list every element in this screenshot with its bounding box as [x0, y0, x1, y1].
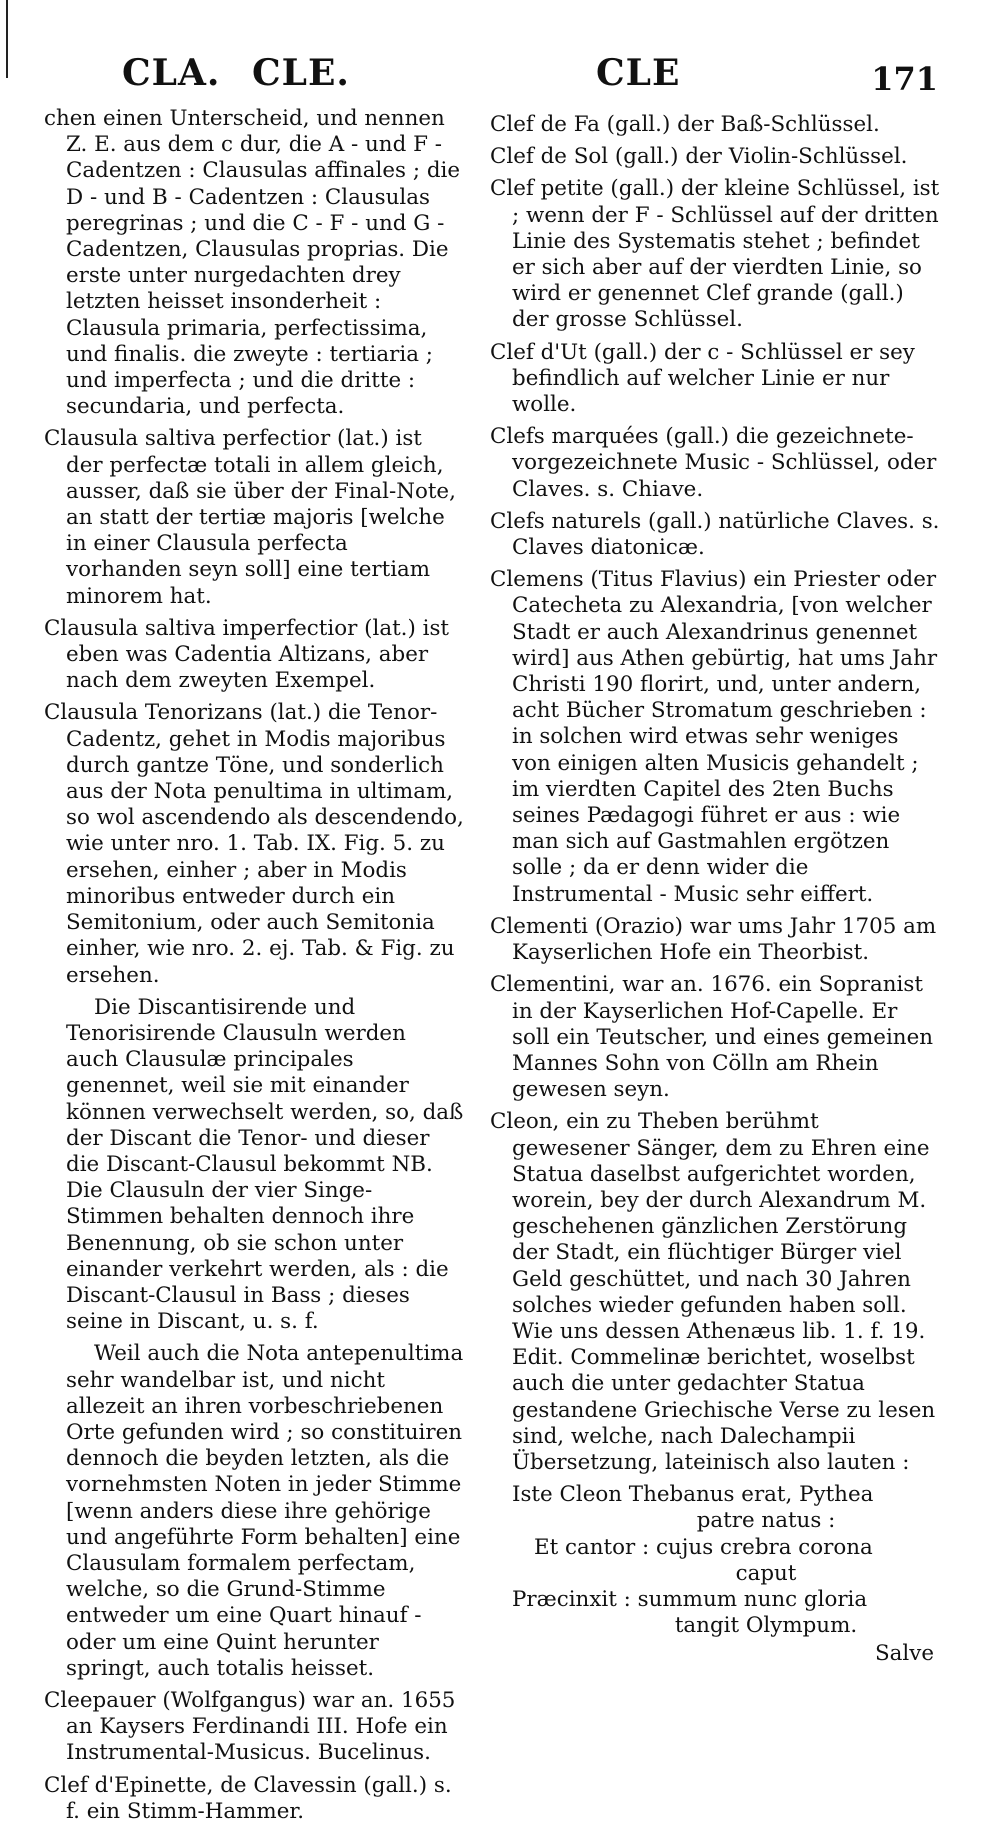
left-column-entry: Clausula saltiva perfectior (lat.) ist der perfectæ totali in allem gleich, ausser, daß sie über der Final-Note, an statt der tertiæ majoris [welche in einer Clausula perfecta vorhanden seyn soll] eine tertiam minorem hat.	[44, 426, 456, 609]
verse-line-3: Præcinxit : summum nunc gloria	[512, 1586, 868, 1612]
right-column-entry: Clefs marquées (gall.) die gezeichnete-vorgezeichnete Music - Schlüssel, oder Claves. s. Chiave.	[490, 424, 937, 502]
right-column-entry: Clefs naturels (gall.) natürliche Claves. s. Claves diatonicæ.	[490, 508, 940, 561]
left-column-entry: Clausula saltiva imperfectior (lat.) ist eben was Cadentia Altizans, aber nach dem zweyten Exempel.	[44, 615, 450, 694]
left-column-entry: Clef d'Epinette, de Clavessin (gall.) s. f. ein Stimm-Hammer.	[44, 1772, 452, 1824]
page-number: 171	[871, 60, 938, 98]
verse-line-3-cont: tangit Olympum.	[674, 1613, 858, 1639]
left-margin-rule	[6, 0, 8, 78]
right-column-entry: Clementini, war an. 1676. ein Sopranist in der Kayserlichen Hof-Capelle. Er soll ein Teutscher, und eines gemeinen Mannes Sohn von Cölln am Rhein gewesen seyn.	[490, 972, 934, 1103]
right-column	[490, 112, 940, 1668]
catchword: Salve	[875, 1641, 934, 1667]
running-head-cla: CLA.	[122, 52, 221, 94]
right-column-entry: Clef petite (gall.) der kleine Schlüssel, ist ; wenn der F - Schlüssel auf der dritten Linie des Systematis stehet ; befindet er sich aber auf der vierdten Linie, so wird er genennet Clef grande (gall.) der grosse Schlüssel.	[490, 176, 940, 333]
right-column-entry: Cleon, ein zu Theben berühmt gewesener Sänger, dem zu Ehren eine Statua daselbst aufgerichtet worden, worein, bey der durch Alexandrum M. geschehenen gänzlichen Zerstörung der Stadt, ein flüchtiger Bürger viel Geld geschüttet, und nach 30 Jahren solches wieder gefunden haben soll. Wie uns dessen Athenæus lib. 1. f. 19. Edit. Commelinæ berichtet, woselbst auch die unter gedachter Statua gestandene Griechische Verse zu lesen sind, welche, nach Dalechampii Übersetzung, lateinisch also lauten :	[490, 1109, 936, 1475]
right-column-entry: Clemens (Titus Flavius) ein Priester oder Catecheta zu Alexandria, [von welcher Stadt er auch Alexandrinus genennet wird] aus Athen gebürtig, hat ums Jahr Christi 190 florirt, und, unter andern, acht Bücher Stromatum geschrieben : in solchen wird etwas sehr weniges von einigen alten Musicis gehandelt ; im vierdten Capitel des 2ten Buchs seines Pædagogi führet er aus : wie man sich auf Gastmahlen ergötzen solle ; da er denn wider die Instrumental - Music sehr eiffert.	[490, 567, 938, 907]
running-head-cle-right: CLE	[596, 52, 681, 94]
verse-line-2: Et cantor : cujus crebra corona	[534, 1534, 873, 1560]
right-column-entry: Clef de Fa (gall.) der Baß-Schlüssel.	[490, 112, 880, 137]
running-head-cle-left: CLE.	[252, 52, 350, 94]
right-column-entry: Clef d'Ut (gall.) der c - Schlüssel er sey befindlich auf welcher Linie er nur wolle.	[490, 339, 915, 418]
verse-line-2-cont: caput	[735, 1560, 797, 1586]
left-column-entry: Clausula Tenorizans (lat.) die Tenor-Cadentz, gehet in Modis majoribus durch gantze Töne, und sonderlich aus der Nota penultima in ultimam, so wol ascendendo als descendendo, wie unter nro. 1. Tab. IX. Fig. 5. zu ersehen, einher ; aber in Modis minoribus entweder durch ein Semitonium, oder auch Semitonia einher, wie nro. 2. ej. Tab. & Fig. zu ersehen.	[44, 700, 464, 988]
left-column-entry: chen einen Unterscheid, und nennen Z. E. aus dem c dur, die A - und F - Cadentzen : Clausulas affinales ; die D - und B - Cadentzen : Clausulas peregrinas ; und die C - F - und G - Cadentzen, Clausulas proprias. Die erste unter nurgedachten drey letzten heisset insonderheit : Clausula primaria, perfectissima, und finalis. die zweyte : tertiaria ; und imperfecta ; und die dritte : secundaria, und perfecta.	[44, 106, 461, 420]
left-column-entry: Weil auch die Nota antepenultima sehr wandelbar ist, und nicht allezeit an ihren vorbeschriebenen Orte gefunden wird ; so constituiren dennoch die beyden letzten, als die vornehmsten Noten in jeder Stimme [wenn anders diese ihre gehörige und angeführte Form behalten] eine Clausulam formalem perfectam, welche, so die Grund-Stimme entweder um eine Quart hinauf - oder um eine Quint herunter springt, auch totalis heisset.	[66, 1341, 464, 1681]
verse-line-1: Iste Cleon Thebanus erat, Pythea	[512, 1482, 874, 1508]
right-column-entry: Clef de Sol (gall.) der Violin-Schlüssel.	[490, 144, 908, 170]
left-column-entry: Die Discantisirende und Tenorisirende Clausuln werden auch Clausulæ principales genennet, weil sie mit einander können verwechselt werden, so, daß der Discant die Tenor- und dieser die Discant-Clausul bekommt NB. Die Clausuln der vier Singe-Stimmen behalten dennoch ihre Benennung, ob sie schon unter einander verkehrt werden, als : die Discant-Clausul in Bass ; dieses seine in Discant, u. s. f.	[66, 994, 464, 1335]
left-column	[44, 106, 464, 1831]
latin-verse	[490, 1482, 940, 1639]
verse-line-1-cont: patre natus :	[696, 1508, 836, 1534]
right-entries	[490, 112, 940, 1476]
left-column-entry: Cleepauer (Wolfgangus) war an. 1655 an Kaysers Ferdinandi III. Hofe ein Instrumental-Musicus. Bucelinus.	[44, 1687, 456, 1766]
right-column-entry: Clementi (Orazio) war ums Jahr 1705 am Kayserlichen Hofe ein Theorbist.	[490, 913, 937, 966]
